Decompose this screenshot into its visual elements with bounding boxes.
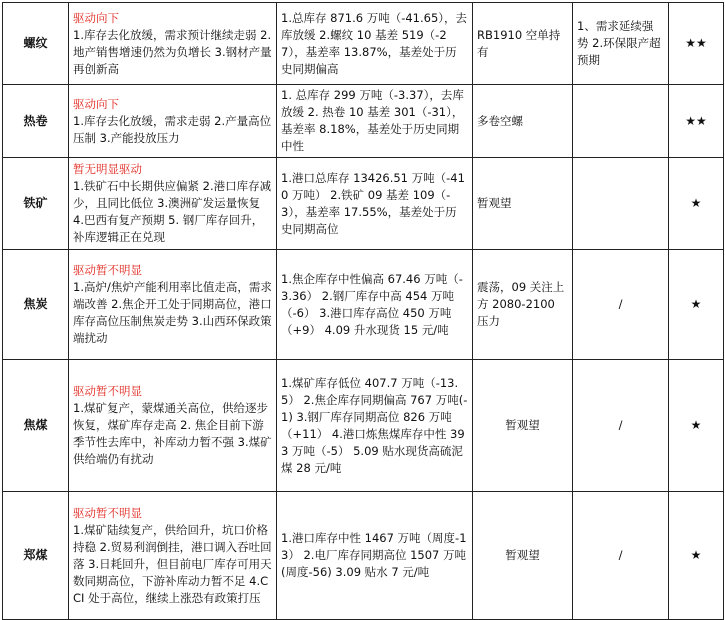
drive-logic-cell bbox=[69, 158, 277, 250]
rating-stars: ★ bbox=[669, 360, 724, 492]
rating-stars: ★ bbox=[669, 250, 724, 360]
drive-label: 驱动向下 bbox=[73, 96, 119, 111]
commodity-name: 热卷 bbox=[3, 85, 69, 158]
commodity-name: 焦炭 bbox=[3, 250, 69, 360]
table-row bbox=[3, 158, 724, 250]
drive-logic-cell bbox=[69, 250, 277, 360]
drive-logic-cell bbox=[69, 360, 277, 492]
logic-text: 1.库存去化放缓，需求预计继续走弱 2.地产销售增速仍然为负增长 3.钢材产量再创新高 bbox=[73, 27, 272, 76]
drive-label: 驱动暂不明显 bbox=[73, 505, 142, 520]
table-row bbox=[3, 250, 724, 360]
logic-text: 1.煤矿复产，蒙煤通关高位，供给逐步恢复，煤矿库存走高 2. 焦企目前下游季节性去库中，补库动力暂不强 3.煤矿供给端仍有扰动 bbox=[73, 401, 272, 466]
stock-basis-cell: 1.港口总库存 13426.51 万吨（-410 万吨） 2.铁矿 09 基差 109（-3），基差率 17.55%，基差处于历史同期高位 bbox=[277, 158, 473, 250]
operation-cell: 多卷空螺 bbox=[473, 85, 573, 158]
logic-text: 1.铁矿石中长期供应偏紧 2.港口库存减少，且同比低位 3.澳洲矿发运量恢复 4.巴西有复产预期 5. 钢厂库存回升，补库逻辑正在兑现 bbox=[73, 179, 272, 244]
operation-cell: 暂观望 bbox=[473, 360, 573, 492]
drive-logic-cell bbox=[69, 492, 277, 620]
operation-cell: 暂观望 bbox=[473, 158, 573, 250]
rating-stars: ★★ bbox=[669, 85, 724, 158]
commodity-name: 焦煤 bbox=[3, 360, 69, 492]
operation-cell: RB1910 空单持有 bbox=[473, 3, 573, 85]
table-row bbox=[3, 360, 724, 492]
risk-cell: / bbox=[573, 492, 669, 620]
commodity-name: 郑煤 bbox=[3, 492, 69, 620]
stock-basis-cell: 1.港口库存中性 1467 万吨（周度-13） 2.电厂库存同期高位 1507 万吨(周度-56) 3.09 贴水 7 元/吨 bbox=[277, 492, 473, 620]
strategy-table bbox=[2, 2, 724, 620]
risk-cell bbox=[573, 85, 669, 158]
stock-basis-cell: 1.焦企库存中性偏高 67.46 万吨（-3.36） 2.钢厂库存中高 454 万吨（-6） 3.港口库存高位 450 万吨（+9） 4.09 升水现货 15 元/吨 bbox=[277, 250, 473, 360]
drive-logic-cell bbox=[69, 85, 277, 158]
table-row bbox=[3, 85, 724, 158]
risk-cell: / bbox=[573, 360, 669, 492]
logic-text: 1.煤矿陆续复产，供给回升，坑口价格持稳 2.贸易利润倒挂，港口调入吞吐回落 3.日耗回升，但目前电厂库存可用天数同期高位，下游补库动力暂不足 4.CCI 处于高位，继续上涨恐有政策打压 bbox=[73, 522, 272, 605]
drive-label: 驱动暂不明显 bbox=[73, 384, 142, 398]
stock-basis-cell: 1.煤矿库存低位 407.7 万吨（-13.5） 2.焦企库存同期偏高 767 万吨(-1) 3.钢厂库存同期高位 826 万吨（+11） 4.港口炼焦煤库存中性 393 万吨（-5） 5.09 贴水现货高硫泥煤 28 元/吨 bbox=[277, 360, 473, 492]
table-row bbox=[3, 3, 724, 85]
operation-cell: 震荡，09 关注上方 2080-2100 压力 bbox=[473, 250, 573, 360]
logic-text: 1.库存去化放缓，需求走弱 2.产量高位压制 3.产能投放压力 bbox=[73, 113, 272, 145]
drive-label: 驱动向下 bbox=[73, 10, 119, 25]
drive-logic-cell bbox=[69, 3, 277, 85]
stock-basis-cell: 1. 总库存 299 万吨（-3.37），去库放缓 2. 热卷 10 基差 301（-31），基差率 8.18%，基差处于历史同期中性 bbox=[277, 85, 473, 158]
table-row bbox=[3, 492, 724, 620]
drive-label: 驱动暂不明显 bbox=[73, 263, 142, 277]
rating-stars: ★ bbox=[669, 492, 724, 620]
rating-stars: ★★ bbox=[669, 3, 724, 85]
risk-cell bbox=[573, 158, 669, 250]
commodity-name: 螺纹 bbox=[3, 3, 69, 85]
drive-label: 暂无明显驱动 bbox=[73, 162, 142, 176]
operation-cell: 暂观望 bbox=[473, 492, 573, 620]
risk-cell: / bbox=[573, 250, 669, 360]
logic-text: 1.高炉/焦炉产能利用率比值走高，需求端改善 2.焦企开工处于同期高位，港口库存高位压制焦炭走势 3.山西环保政策端扰动 bbox=[73, 280, 272, 345]
rating-stars: ★ bbox=[669, 158, 724, 250]
risk-cell: 1、需求延续强势 2.环保限产超预期 bbox=[573, 3, 669, 85]
commodity-name: 铁矿 bbox=[3, 158, 69, 250]
stock-basis-cell: 1.总库存 871.6 万吨（-41.65），去库放缓 2.螺纹 10 基差 519（-27），基差率 13.87%，基差处于历史同期偏高 bbox=[277, 3, 473, 85]
